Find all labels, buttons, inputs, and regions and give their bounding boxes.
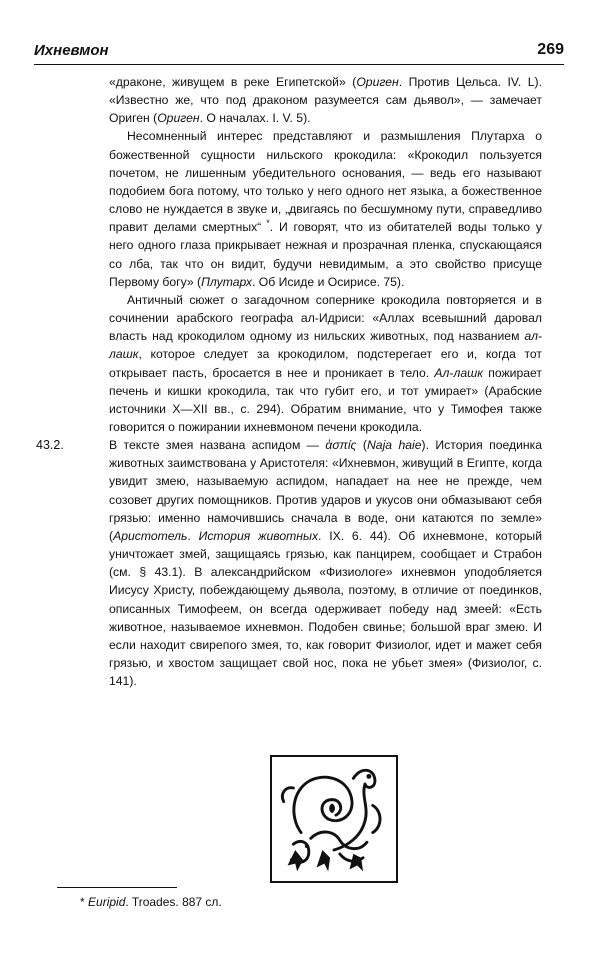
term-al-lashk: Ал-лашк [434, 365, 484, 380]
text-run: Несомненный интерес представляют и размышления Плутарха о божественной сущности нильского крокодила: «Крокодил пользуется почетом, не лишенным убедительного основания, — ведь его называют подобием бога потому, что только у него одного нет языка, а божественное слово не нуждается в звуке и, „двигаясь по бесшумному пути, справедливо правит делами смертных“ [109, 129, 542, 235]
term-al-lashk: ал-лашк [109, 329, 542, 362]
greek-term: ἀσπίς [325, 438, 357, 453]
footnote-text: . Troades. 887 сл. [125, 895, 222, 909]
body-text [36, 73, 543, 690]
text-run: , которое следует за крокодилом, подстерегает его и, когда тот открывает пасть, бросается в нее и проникает в тело. [109, 347, 542, 380]
beast-legs-icon [288, 850, 304, 871]
text-run: . Об Исиде и Осирисе. 75). [252, 274, 405, 289]
paragraph-plutarch [109, 127, 542, 290]
text-run: ). История поединка животных заимствована у Аристотеля: «Ихневмон, живущий в Египте, когда увидит змею, называемую аспидом, нападает на нее не прежде, чем созовет других помощников. Против ударов и укусов они обмазывают себя грязью: именно намочившись сначала в воде, они катаются по земле» ( [109, 438, 543, 543]
note-43-2 [36, 436, 543, 690]
text-run: . Против Цельса. IV. L). «Известно же, что под драконом разумеется сам дьявол», — замечает Ориген ( [109, 75, 542, 126]
running-title: Ихневмон [34, 42, 109, 59]
text-run: . [187, 528, 199, 543]
footnote-author: Euripid [88, 895, 126, 909]
author-name: Плутарх [201, 274, 253, 289]
text-run: В тексте змея названа аспидом — [109, 438, 326, 453]
note-number: 43.2. [36, 438, 64, 453]
work-title: История животных [198, 528, 319, 543]
footnote-rule [57, 887, 177, 888]
paragraph-note-text [109, 436, 542, 690]
paragraph-origen [109, 73, 542, 127]
footnote [80, 895, 222, 909]
page-number: 269 [537, 41, 564, 58]
text-run: ( [356, 438, 367, 453]
emblem-illustration [272, 757, 396, 881]
author-name: Ориген [356, 75, 399, 89]
latin-term: Naja haie [366, 438, 422, 453]
footnote-mark: * [80, 895, 89, 909]
running-header [34, 40, 564, 65]
text-run: . О началах. I. V. 5). [199, 111, 311, 126]
dragon-ichneumon-emblem [270, 755, 398, 883]
author-name: Ориген [157, 111, 200, 126]
footnote-marker: * [261, 218, 270, 229]
author-name: Аристотель [113, 528, 188, 543]
text-run: . И говорят, что из обитателей воды только у него одного глаза прикрывает нежная и прозрачная пленка, спускающаяся со лба, так что он видит, будучи невидимым, а это свойство присуще Первому богу» ( [109, 220, 542, 289]
text-run: пожирает печень и кишки крокодила, так что губит его, и тот умирает» (Арабские источники X—XII вв., с. 294). Обратим внимание, что у Тимофея также говорится о пожирании ихневмоном печени крокодила. [109, 365, 542, 434]
dragon-eye-icon [366, 774, 371, 779]
paragraph-idrisi [109, 291, 542, 436]
text-run: Античный сюжет о загадочном сопернике крокодила повторяется и в сочинении арабского географа ал-Идриси: «Аллах всевышний даровал власть над крокодилом одному из нильских животных, под названием [109, 292, 542, 344]
text-run: «драконе, живущем в реке Египетской» ( [109, 75, 357, 89]
text-run: . IX. 6. 44). Об ихневмоне, который уничтожает змей, защищаясь грязью, как панцирем, сообщает и Страбон (см. § 43.1). В александрийском «Физиологе» ихневмон уподобляется Иисусу Христу, побеждающему дьявола, поэтому, в отличие от поединков, описанных Тимофеем, он всегда одерживает победу над змеей: «Есть животное, называемое ихневмон. Подобен свинье; большой враг змею. И если находит свирепого змея, то, как говорит Физиолог, идет и мажет себя грязью, и хвостом защищает свой нос, пока не убьет змея» (Физиолог, с. 141). [109, 528, 543, 689]
